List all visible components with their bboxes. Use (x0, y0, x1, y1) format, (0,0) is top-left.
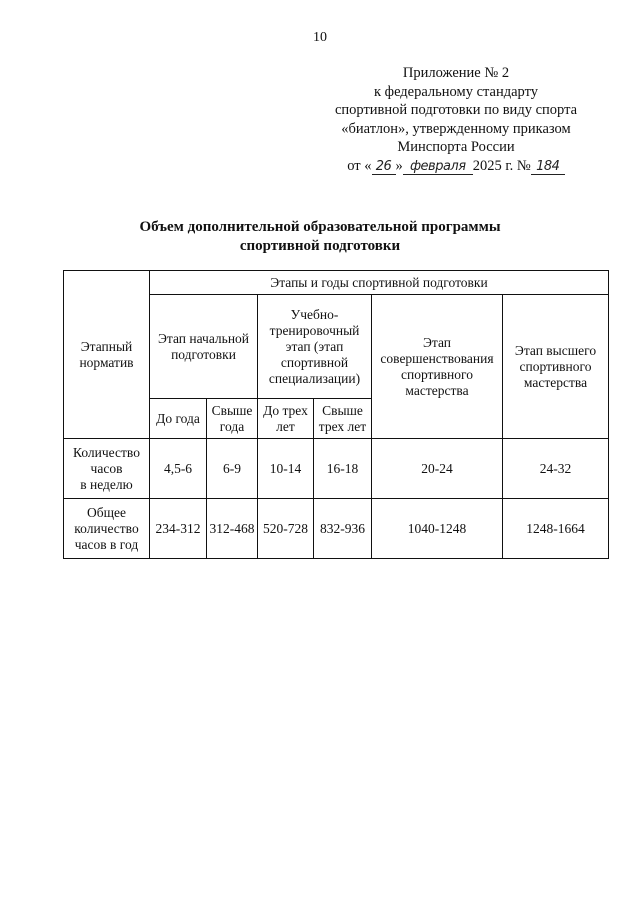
table-cell: 6-9 (207, 439, 258, 499)
program-volume-table (63, 270, 609, 559)
document-title (130, 218, 510, 256)
substage-header: До трех лет (258, 399, 314, 439)
title-line-2: спортивной подготовки (239, 238, 401, 254)
table-cell: 832-936 (314, 499, 372, 559)
year-part: 2025 г. № (472, 157, 531, 174)
table-cell: 20-24 (372, 439, 503, 499)
appendix-line: «биатлон», утвержденному приказом (341, 120, 571, 137)
appendix-line: Приложение № 2 (402, 65, 510, 81)
stage-training-header: Учебно- тренировочный этап (этап спортивной специализации) (258, 295, 372, 399)
stage-improvement-header: Этап совершенствования спортивного мастерства (372, 295, 503, 439)
table-cell: 312-468 (207, 499, 258, 559)
table-cell: 520-728 (258, 499, 314, 559)
table-cell: 1040-1248 (372, 499, 503, 559)
table-cell: 10-14 (258, 439, 314, 499)
row-label: Общее количество часов в год (64, 499, 150, 559)
table-cell: 234-312 (150, 499, 207, 559)
table-cell: 16-18 (314, 439, 372, 499)
table-cell: 4,5-6 (150, 439, 207, 499)
appendix-block (306, 64, 606, 175)
years-header: Этапы и годы спортивной подготовки (150, 271, 609, 295)
table-row (64, 499, 609, 559)
appendix-line: спортивной подготовки по виду спорта (334, 102, 578, 118)
date-prefix: от « (347, 157, 372, 174)
substage-header: Свыше трех лет (314, 399, 372, 439)
substage-header: Свыше года (207, 399, 258, 439)
stage-norm-header: Этапный норматив (64, 271, 150, 439)
table-cell: 24-32 (503, 439, 609, 499)
row-label: Количество часов в неделю (64, 439, 150, 499)
table-row (64, 439, 609, 499)
stage-higher-header: Этап высшего спортивного мастерства (503, 295, 609, 439)
page-number: 10 (313, 30, 327, 45)
title-line-1: Объем дополнительной образовательной программы (139, 219, 501, 235)
appendix-line: к федеральному стандарту (374, 83, 538, 100)
date-mid: » (395, 157, 403, 174)
order-date-line (306, 157, 606, 176)
appendix-line: Минспорта России (397, 139, 515, 155)
stage-initial-header: Этап начальной подготовки (150, 295, 258, 399)
handwritten-day: 26 (372, 160, 396, 175)
substage-header: До года (150, 399, 207, 439)
handwritten-order-number: 184 (531, 160, 565, 175)
table-cell: 1248-1664 (503, 499, 609, 559)
handwritten-month: февраля (403, 160, 473, 175)
